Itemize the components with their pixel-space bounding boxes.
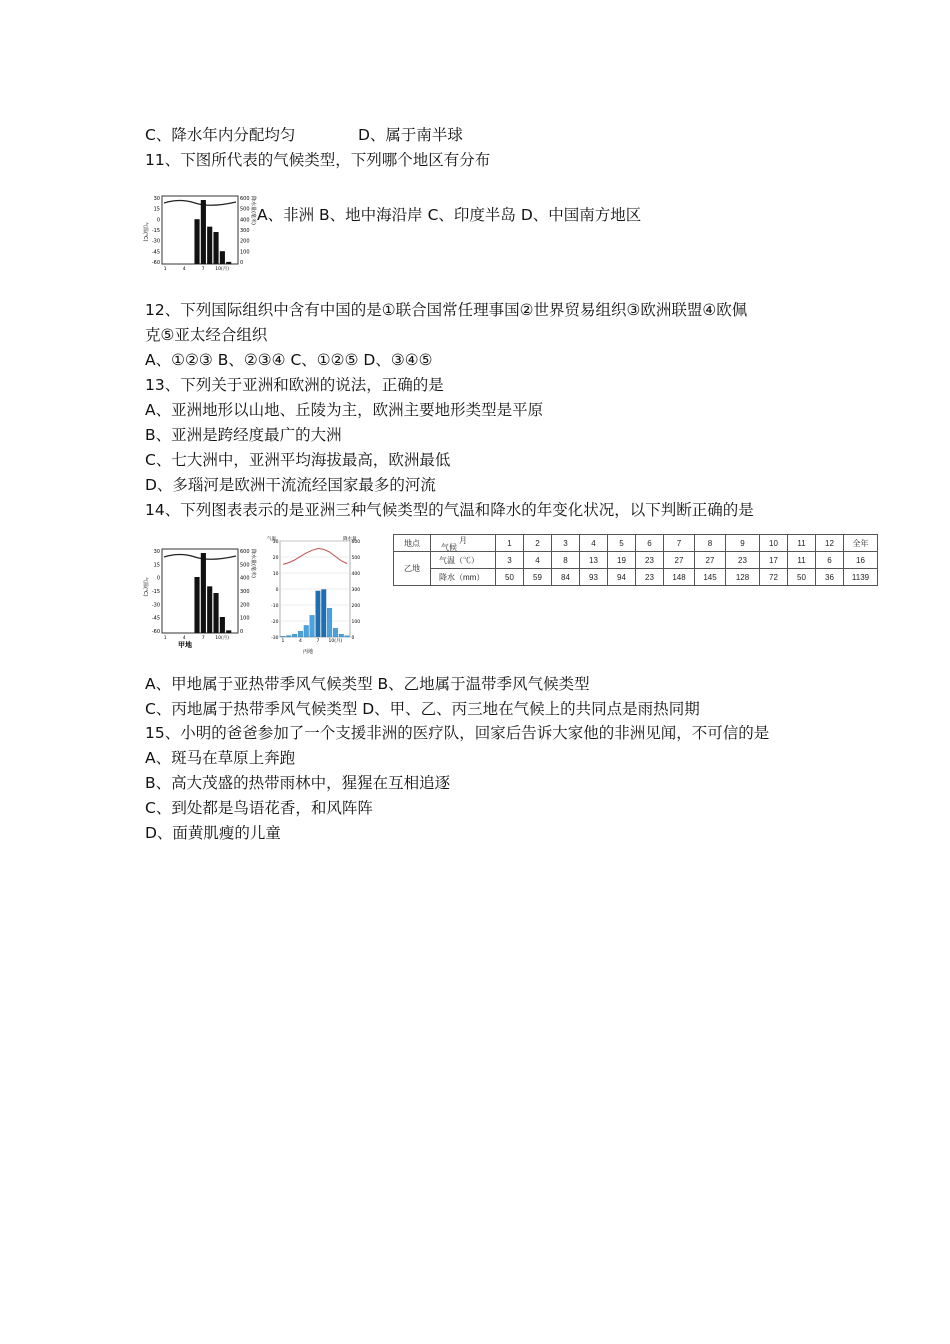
y-tick-label-left: -45 — [151, 249, 160, 256]
month-cell: 5 — [608, 535, 636, 552]
precip-bar — [213, 232, 218, 264]
y-tick-label-left: 0 — [156, 217, 160, 224]
precip-bar — [226, 630, 231, 633]
precip-cell: 94 — [608, 569, 636, 586]
precip-cell: 84 — [552, 569, 580, 586]
month-cell: 全年 — [844, 535, 878, 552]
y-tick-label-right: 300 — [351, 587, 361, 593]
y-tick-label-right: 300 — [240, 589, 250, 595]
climate-chart-jia — [140, 543, 255, 650]
precip-cell: 50 — [788, 569, 816, 586]
month-cell: 11 — [788, 535, 816, 552]
y-tick-label-left: 0 — [156, 575, 160, 582]
precip-bar — [304, 625, 309, 637]
chart-caption: 丙地 — [303, 649, 314, 655]
precip-bar — [226, 262, 231, 264]
precip-bar — [281, 636, 286, 637]
temp-cell: 19 — [608, 552, 636, 569]
precip-cell: 1139 — [844, 569, 878, 586]
header-month: 月 — [459, 536, 467, 545]
y-tick-label-left: 15 — [153, 562, 160, 569]
temp-cell: 23 — [726, 552, 760, 569]
precip-bar — [292, 634, 297, 637]
question-13-c: C、七大洲中，亚洲平均海拔最高，欧洲最低 — [145, 451, 451, 469]
precip-cell: 59 — [524, 569, 552, 586]
y-tick-label-right: 0 — [240, 260, 244, 266]
place-cell: 乙地 — [394, 552, 431, 586]
y-tick-label-left: -15 — [151, 589, 160, 595]
month-cell: 4 — [580, 535, 608, 552]
temp-cell: 4 — [524, 552, 552, 569]
precip-cell: 36 — [816, 569, 844, 586]
y-tick-label-left: -60 — [151, 629, 160, 635]
y-tick-label-left: -15 — [151, 228, 160, 234]
precip-bar — [339, 634, 344, 637]
x-tick-label: 1 — [163, 267, 167, 272]
y-tick-label-left: 30 — [153, 196, 160, 202]
precip-bar — [201, 553, 206, 633]
x-tick-label: 4 — [182, 267, 186, 272]
ylabel-left: 气温(℃) — [142, 577, 148, 597]
temp-cell: 6 — [816, 552, 844, 569]
precip-bar — [220, 251, 225, 264]
precip-cell: 148 — [664, 569, 695, 586]
month-cell: 8 — [695, 535, 726, 552]
y-tick-label-right: 500 — [240, 562, 250, 569]
y-tick-label-right: 400 — [240, 575, 250, 582]
ylabel-left: 气温 — [267, 537, 276, 542]
precip-bar — [207, 227, 212, 264]
question-11-options: A、非洲 B、地中海沿岸 C、印度半岛 D、中国南方地区 — [257, 206, 642, 224]
month-cell: 2 — [524, 535, 552, 552]
precip-bar — [286, 636, 291, 637]
y-tick-label-left: 30 — [272, 539, 279, 545]
row-label: 降水（mm） — [431, 569, 496, 586]
y-tick-label-right: 600 — [240, 549, 250, 555]
question-14-ab: A、甲地属于亚热带季风气候类型 B、乙地属于温带季风气候类型 — [145, 675, 590, 693]
y-tick-label-left: -45 — [151, 615, 160, 622]
precip-bar — [298, 631, 303, 637]
x-tick-label: 1 — [163, 636, 167, 641]
y-tick-label-right: 100 — [240, 615, 250, 622]
y-tick-label-left: -20 — [271, 619, 279, 625]
y-tick-label-right: 500 — [240, 206, 250, 213]
y-tick-label-left: 20 — [272, 555, 279, 561]
question-15-b: B、高大茂盛的热带雨林中，猩猩在互相追逐 — [145, 774, 451, 792]
y-tick-label-left: -30 — [151, 602, 160, 609]
x-tick-label: 7 — [201, 267, 205, 272]
y-tick-label-right: 300 — [240, 228, 250, 234]
climate-table-yi — [393, 534, 878, 586]
header-month-factor — [431, 535, 496, 552]
precip-bar — [201, 200, 206, 264]
y-tick-label-right: 100 — [240, 249, 250, 256]
x-tick-label: 10(月) — [215, 267, 230, 272]
ylabel-right: 降水量 — [343, 537, 357, 542]
question-12-options: A、①②③ B、②③④ C、①②⑤ D、③④⑤ — [145, 351, 433, 369]
precip-bar — [220, 617, 225, 633]
temp-cell: 13 — [580, 552, 608, 569]
month-cell: 10 — [760, 535, 788, 552]
y-tick-label-left: -30 — [151, 238, 160, 245]
question-13-d: D、多瑙河是欧洲干流流经国家最多的河流 — [145, 476, 436, 494]
precip-bar — [194, 219, 199, 264]
y-tick-label-right: 0 — [351, 635, 355, 641]
x-tick-label: 4 — [182, 636, 186, 641]
y-tick-label-left: -60 — [151, 260, 160, 266]
month-cell: 1 — [496, 535, 524, 552]
question-13-b: B、亚洲是跨经度最广的大洲 — [145, 426, 342, 444]
precip-bar — [207, 586, 212, 633]
y-tick-label-right: 0 — [240, 629, 244, 635]
option-c-text: C、降水年内分配均匀 — [145, 126, 296, 144]
temp-cell: 8 — [552, 552, 580, 569]
temp-cell: 17 — [760, 552, 788, 569]
question-14: 14、下列图表表示的是亚洲三种气候类型的气温和降水的年变化状况，以下判断正确的是 — [145, 501, 754, 519]
header-place: 地点 — [394, 535, 431, 552]
y-tick-label-left: -30 — [271, 635, 279, 641]
y-tick-label-right: 600 — [351, 539, 361, 545]
x-tick-label: 10(月) — [328, 639, 343, 644]
y-tick-label-left: 0 — [275, 587, 279, 593]
precip-cell: 128 — [726, 569, 760, 586]
table-header-row — [394, 535, 878, 552]
chart-frame — [162, 196, 238, 264]
month-cell: 12 — [816, 535, 844, 552]
question-15-d: D、面黄肌瘦的儿童 — [145, 824, 281, 842]
precip-cell: 145 — [695, 569, 726, 586]
precip-bar — [327, 608, 332, 637]
precip-cell: 23 — [636, 569, 664, 586]
header-factor: 气候 — [441, 543, 457, 552]
x-tick-label: 7 — [201, 636, 205, 641]
y-tick-label-right: 400 — [240, 217, 250, 224]
precip-bar — [321, 589, 326, 637]
row-label: 气温（℃） — [431, 552, 496, 569]
precip-bar — [333, 628, 338, 637]
table-row — [394, 569, 878, 586]
chart-frame — [162, 549, 238, 633]
question-14-cd: C、丙地属于热带季风气候类型 D、甲、乙、丙三地在气候上的共同点是雨热同期 — [145, 700, 700, 718]
temperature-line — [283, 549, 347, 565]
y-tick-label-right: 200 — [351, 603, 361, 609]
ylabel-right: 降水量(毫米) — [250, 549, 256, 578]
month-cell: 9 — [726, 535, 760, 552]
climate-chart-q11 — [140, 190, 255, 272]
question-12-line1: 12、下列国际组织中含有中国的是①联合国常任理事国②世界贸易组织③欧洲联盟④欧佩 — [145, 301, 748, 319]
x-tick-label: 4 — [298, 639, 302, 644]
month-cell: 6 — [636, 535, 664, 552]
temp-cell: 23 — [636, 552, 664, 569]
y-tick-label-left: 30 — [153, 549, 160, 555]
x-tick-label: 1 — [281, 639, 285, 644]
y-tick-label-right: 500 — [351, 555, 361, 561]
y-tick-label-left: 15 — [153, 206, 160, 213]
month-cell: 7 — [664, 535, 695, 552]
temp-cell: 3 — [496, 552, 524, 569]
precip-bar — [310, 615, 315, 637]
question-15-c: C、到处都是鸟语花香，和风阵阵 — [145, 799, 373, 817]
temp-cell: 27 — [664, 552, 695, 569]
temp-cell: 16 — [844, 552, 878, 569]
climate-chart-bing — [263, 535, 368, 657]
question-15: 15、小明的爸爸参加了一个支援非洲的医疗队，回家后告诉大家他的非洲见闻，不可信的是 — [145, 724, 770, 742]
question-13-a: A、亚洲地形以山地、丘陵为主，欧洲主要地形类型是平原 — [145, 401, 544, 419]
y-tick-label-right: 400 — [351, 571, 361, 577]
line-c-option — [145, 124, 463, 146]
precip-cell: 50 — [496, 569, 524, 586]
chart-caption: 甲地 — [178, 641, 192, 649]
precip-cell: 72 — [760, 569, 788, 586]
table-row — [394, 552, 878, 569]
x-tick-label: 7 — [316, 639, 320, 644]
precip-bar — [316, 591, 321, 637]
ylabel-right: 降水量(毫米) — [250, 196, 256, 225]
temp-cell: 11 — [788, 552, 816, 569]
question-13: 13、下列关于亚洲和欧洲的说法，正确的是 — [145, 376, 444, 394]
option-d-text: D、属于南半球 — [358, 126, 463, 144]
precip-bar — [345, 636, 350, 637]
y-tick-label-right: 200 — [240, 238, 250, 245]
question-15-a: A、斑马在草原上奔跑 — [145, 749, 296, 767]
y-tick-label-right: 200 — [240, 602, 250, 609]
y-tick-label-right: 600 — [240, 196, 250, 202]
precip-bar — [213, 593, 218, 633]
temp-cell: 27 — [695, 552, 726, 569]
y-tick-label-right: 100 — [351, 619, 361, 625]
precip-bar — [194, 577, 199, 633]
x-tick-label: 10(月) — [215, 636, 230, 641]
month-cell: 3 — [552, 535, 580, 552]
precip-cell: 93 — [580, 569, 608, 586]
y-tick-label-left: -10 — [271, 603, 279, 609]
ylabel-left: 气温(℃) — [142, 222, 148, 242]
question-12-line2: 克⑤亚太经合组织 — [145, 326, 268, 344]
y-tick-label-left: 10 — [272, 571, 279, 577]
question-11: 11、下图所代表的气候类型，下列哪个地区有分布 — [145, 151, 491, 169]
